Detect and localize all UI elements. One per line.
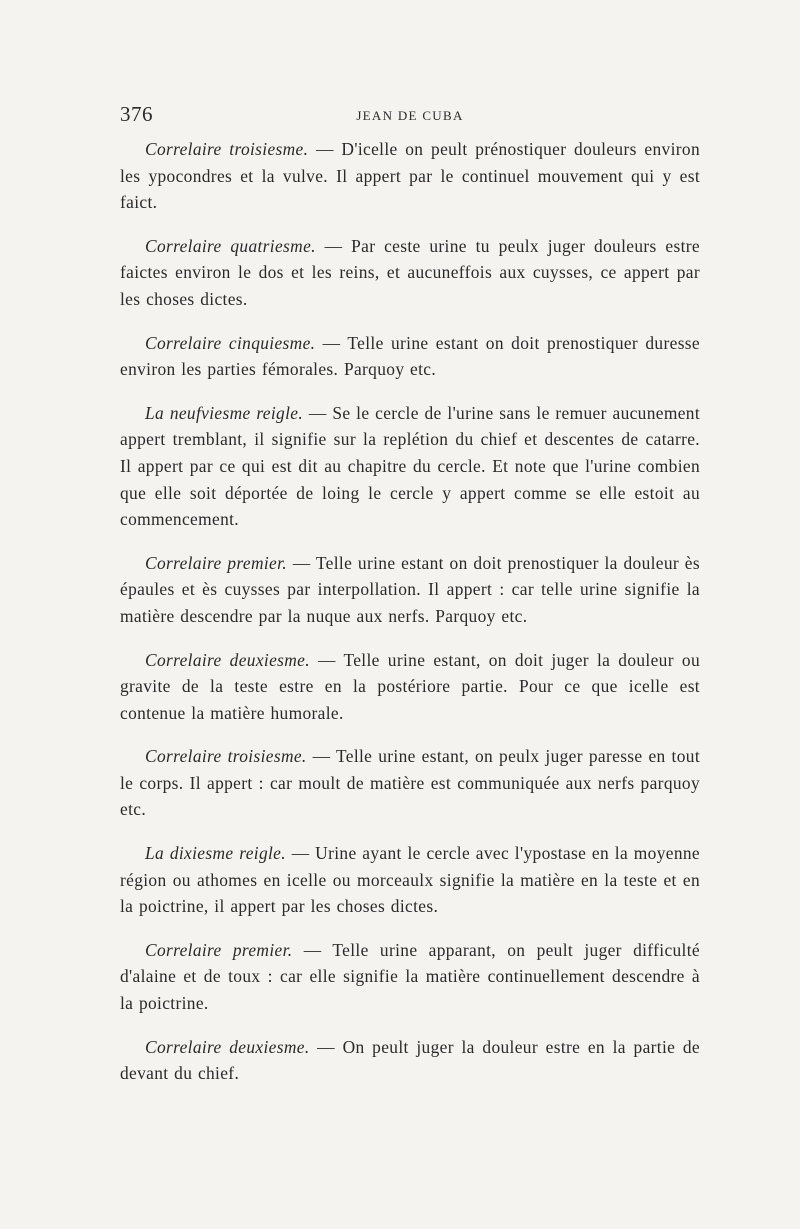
paragraph-text: — Telle urine estant, on doit juger la douleur ou gravite de la teste estre en la postériore partie. Pour ce que icelle est contenue la matière humorale. (120, 649, 700, 723)
running-title: JEAN DE CUBA (356, 108, 464, 123)
paragraph-heading: Correlaire cinquiesme. (145, 332, 316, 353)
paragraph-text: — D'icelle on peult prénostiquer douleurs environ les ypocondres et la vulve. Il appert par le continuel mouvement qui y est faict. (120, 139, 700, 213)
paragraph (120, 330, 700, 383)
body-text (120, 136, 700, 1087)
paragraph (120, 840, 700, 920)
paragraph-text: — Telle urine estant on doit prenostiquer la douleur ès épaules et ès cuysses par interpollation. Il appert : car telle urine signifie la matière descendre par la nuque aux nerfs. Parquoy etc. (120, 552, 700, 626)
paragraph-text: — On peult juger la douleur estre en la partie de devant du chief. (120, 1036, 700, 1084)
paragraph-heading: Correlaire premier. (145, 939, 293, 960)
page-number: 376 (120, 102, 153, 126)
paragraph (120, 743, 700, 823)
paragraph-text: — Telle urine estant on doit prenostiquer duresse environ les parties fémorales. Parquoy etc. (120, 332, 700, 380)
paragraph (120, 550, 700, 630)
running-head (120, 96, 700, 136)
paragraph (120, 400, 700, 533)
paragraph-heading: Correlaire deuxiesme. (145, 649, 310, 670)
paragraph-heading: La neufviesme reigle. (145, 402, 304, 423)
book-page (120, 96, 700, 1104)
paragraph (120, 136, 700, 216)
paragraph-heading: La dixiesme reigle. (145, 843, 286, 864)
paragraph-heading: Correlaire quatriesme. (145, 235, 316, 256)
paragraph (120, 233, 700, 313)
paragraph-text: — Telle urine apparant, on peult juger difficulté d'alaine et de toux : car elle signifie la matière continuellement descendre à la poictrine. (120, 939, 700, 1014)
paragraph-heading: Correlaire deuxiesme. (145, 1036, 310, 1057)
paragraph-text: — Par ceste urine tu peulx juger douleurs estre faictes environ le dos et les reins, et aucuneffois aux cuysses, ce appert par les choses dictes. (120, 235, 700, 309)
paragraph (120, 1034, 700, 1087)
paragraph-text: — Telle urine estant, on peulx juger paresse en tout le corps. Il appert : car moult de matière est communiquée aux nerfs parquoy etc. (120, 746, 700, 820)
paragraph (120, 647, 700, 727)
paragraph-heading: Correlaire troisiesme. (145, 139, 309, 159)
paragraph-heading: Correlaire premier. (145, 552, 287, 573)
paragraph-text: — Urine ayant le cercle avec l'ypostase en la moyenne région ou athomes en icelle ou morceaulx signifie la matière en la teste et en la poictrine, il appert par les choses dictes. (120, 843, 700, 917)
paragraph-heading: Correlaire troisiesme. (145, 746, 307, 767)
paragraph-text: — Se le cercle de l'urine sans le remuer aucunement appert tremblant, il signifie sur la replétion du chief et descentes de catarre. Il appert par ce qui est dit au chapitre du cercle. Et note que l'urine combien que elle soit déportée de loing le cercle y appert comme se elle estoit au commencement. (120, 402, 701, 530)
paragraph (120, 937, 700, 1017)
